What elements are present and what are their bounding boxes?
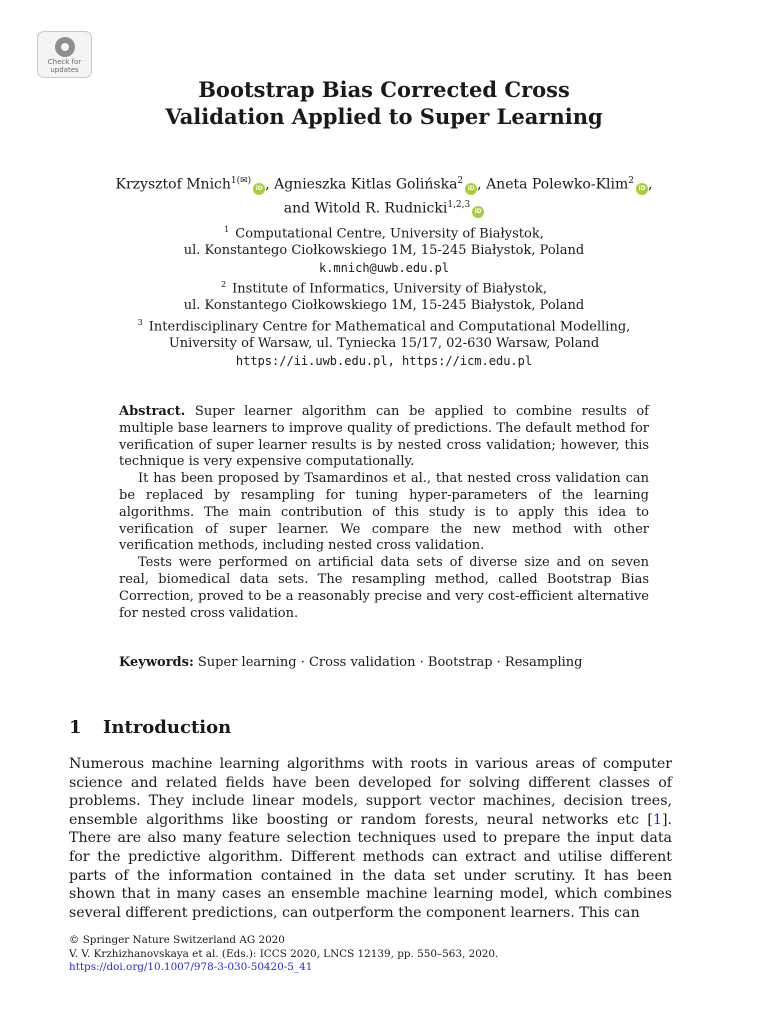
copyright-line: © Springer Nature Switzerland AG 2020 [69, 934, 285, 946]
abstract-paragraph-3: Tests were performed on artificial data sets of diverse size and on seven real, biomedical data sets. The resampling method, called Bootstrap Bias Correction, proved to be a reasonably precise and very cost-efficient alternative for nested cross validation. [119, 555, 649, 621]
orcid-icon[interactable]: iD [636, 183, 648, 195]
keywords [119, 655, 649, 672]
keywords-label: Keywords: [119, 655, 194, 670]
badge-line-1: Check for [47, 58, 82, 66]
abstract-paragraph-1 [119, 404, 649, 471]
affiliations [60, 222, 708, 370]
author-4-superscript: 1,2,3 [447, 199, 471, 210]
author-list: Krzysztof Mnich$^{1(✉)}$iD , Agnieszka Kitlas Golińska$^2$iD , Aneta Polewko-Klim$^2$iD , and Witold R. Rudnicki$^{1,2,3}$iD [115, 176, 653, 217]
author-4: and Witold R. Rudnicki [283, 200, 448, 217]
affiliation-1-number: 1 [224, 225, 230, 234]
abstract-label: Abstract. [119, 404, 186, 419]
section-heading [69, 716, 231, 740]
affiliation-1-text: Computational Centre, University of Białystok, [235, 226, 544, 242]
affiliation-2-number: 2 [221, 280, 227, 290]
doi-link[interactable]: https://doi.org/10.1007/978-3-030-50420-5_41 [69, 961, 313, 974]
bookmark-icon [55, 37, 75, 57]
body-text-1: Numerous machine learning algorithms with roots in various areas of computer science and related fields have been developed for solving different classes of problems. They include linear models, support vector machines, decision trees, ensemble algorithms like boosting or random forests, neural networks etc [ [69, 756, 672, 828]
author-2: Agnieszka Kitlas Golińska [274, 176, 458, 193]
abstract-text-1: Super learner algorithm can be applied to combine results of multiple base learners to improve quality of predictions. The default method for verification of super learner results is by nested cross validation; however, this technique is very expensive computationally. [119, 404, 649, 470]
footer [69, 934, 689, 975]
corresponding-email[interactable]: k.mnich@uwb.edu.pl [318, 261, 450, 276]
author-2-superscript: 2 [457, 176, 464, 186]
body-text-2: ]. There are also many feature selection techniques used to prepare the input data for the predictive algorithm. Different methods can extract and utilise different parts of the information contained in the data set under scrutiny. It has been shown that in many cases an ensemble machine learning model, which combines several different predictions, can outperform the component learners. This can [69, 811, 672, 921]
body-paragraph [69, 755, 672, 922]
orcid-icon[interactable]: iD [253, 183, 265, 195]
affiliation-urls[interactable]: https://ii.uwb.edu.pl, https://icm.edu.pl [235, 354, 533, 369]
orcid-icon[interactable]: iD [472, 206, 484, 218]
title-line-1: Bootstrap Bias Corrected Cross [198, 77, 570, 102]
affiliation-line-4 [60, 277, 708, 298]
affiliation-line-5: ul. Konstantego Ciołkowskiego 1M, 15-245 Białystok, Poland [183, 298, 585, 314]
affiliation-line-7: University of Warsaw, ul. Tyniecka 15/17, 02-630 Warsaw, Poland [168, 336, 600, 352]
citation-line: V. V. Krzhizhanovskaya et al. (Eds.): ICCS 2020, LNCS 12139, pp. 550–563, 2020. [69, 947, 499, 960]
abstract [119, 404, 649, 622]
author-1-superscript: 1(✉) [230, 176, 252, 186]
orcid-icon[interactable]: iD [465, 183, 477, 195]
section-number: 1 [69, 717, 82, 738]
author-1: Krzysztof Mnich [115, 176, 231, 193]
author-3-superscript: 2 [628, 176, 634, 186]
abstract-paragraph-2: It has been proposed by Tsamardinos et al., that nested cross validation can be replaced by resampling for tuning hyper-parameters of the learning algorithms. The main contribution of this study is to apply this idea to verification of super learner. We compare the new method with other verification methods, including nested cross validation. [119, 471, 649, 554]
check-for-updates-badge[interactable] [37, 31, 92, 78]
affiliation-3-text: Interdisciplinary Centre for Mathematical and Computational Modelling, [148, 319, 631, 335]
keywords-text: Super learning · Cross validation · Bootstrap · Resampling [197, 655, 583, 670]
affiliation-line-2: ul. Konstantego Ciołkowskiego 1M, 15-245 Białystok, Poland [183, 243, 585, 259]
title-line-2: Validation Applied to Super Learning [165, 104, 603, 129]
affiliation-3-number: 3 [137, 318, 143, 328]
section-title: Introduction [103, 717, 232, 738]
affiliation-line-1 [60, 222, 708, 243]
badge-line-2: updates [50, 66, 79, 74]
author-3: Aneta Polewko-Klim [486, 176, 629, 193]
paper-title [60, 76, 708, 130]
citation-link[interactable]: 1 [652, 811, 662, 828]
affiliation-line-6 [60, 315, 708, 336]
affiliation-2-text: Institute of Informatics, University of Białystok, [232, 281, 547, 297]
